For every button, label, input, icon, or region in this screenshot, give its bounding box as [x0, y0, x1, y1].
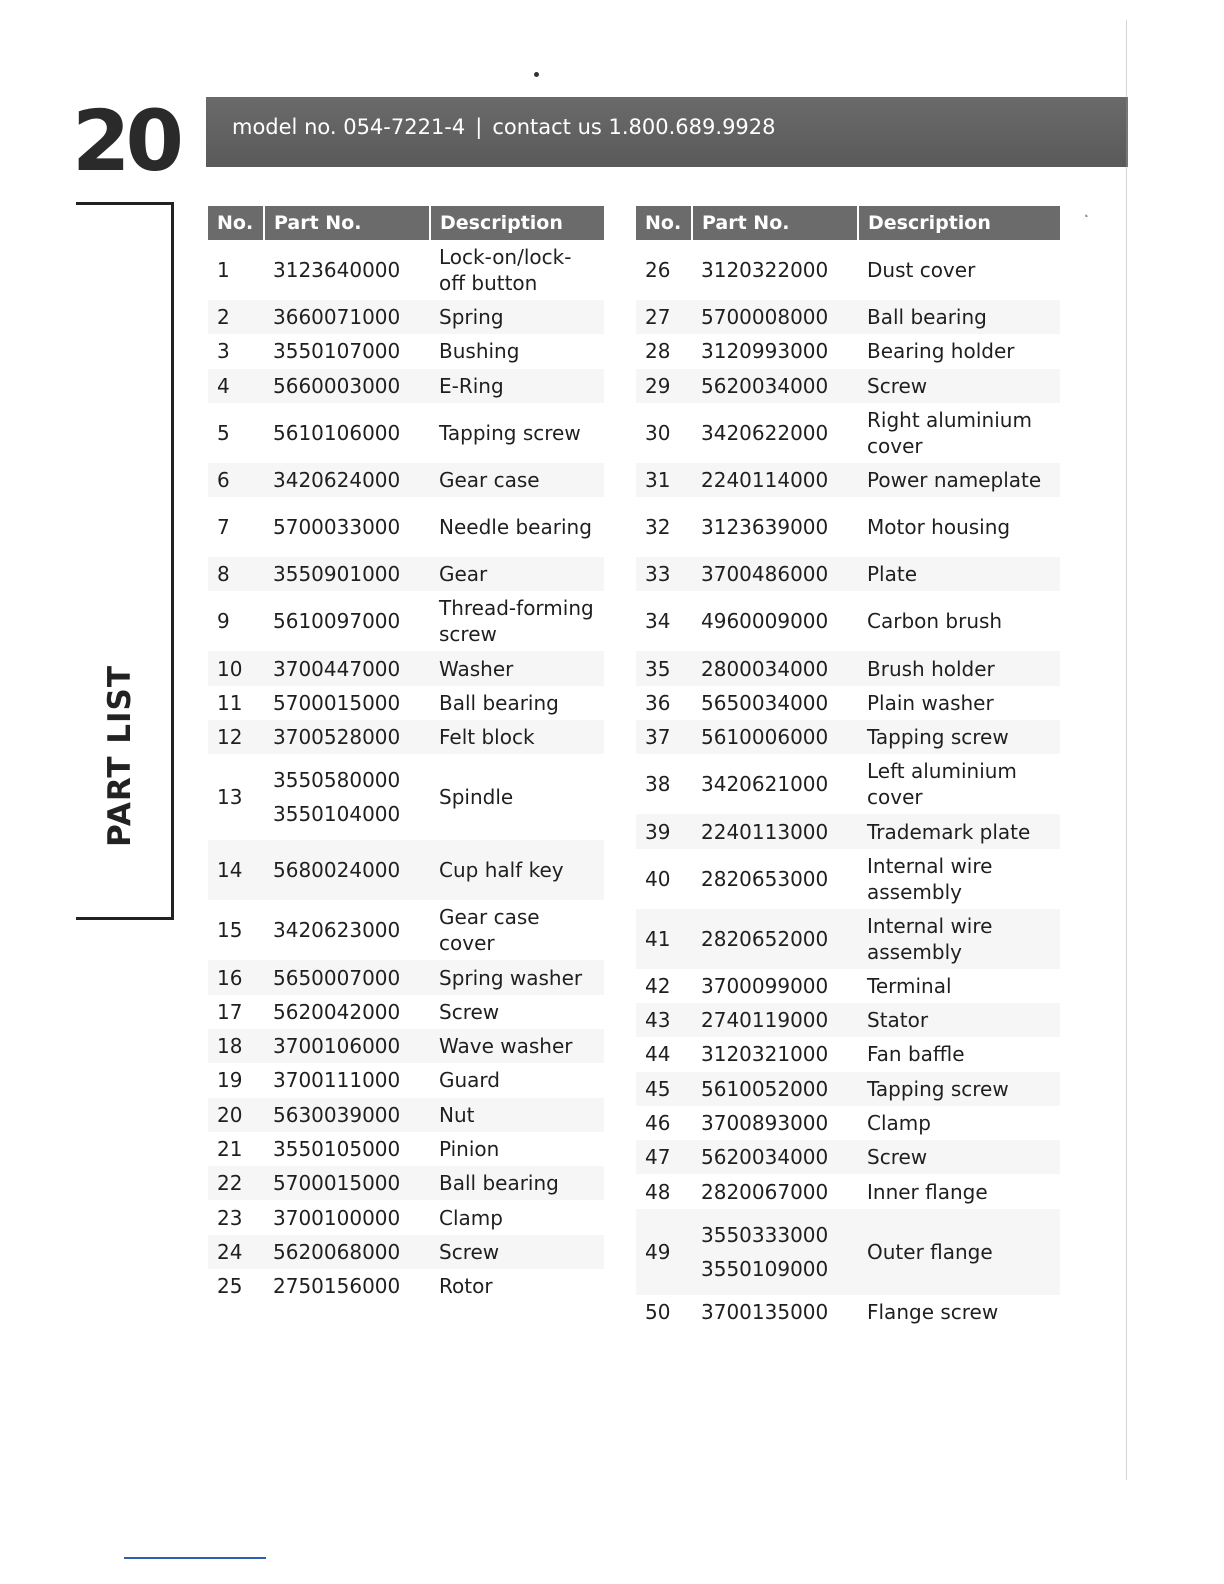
- cell-part-no: 5680024000: [264, 840, 430, 900]
- table-row: [208, 754, 604, 840]
- cell-part-no: 3420621000: [701, 772, 829, 797]
- cell-description: Gear: [430, 557, 604, 591]
- cell-no: 15: [217, 918, 243, 943]
- table-row: [636, 969, 1060, 1003]
- parts-table-right: [636, 206, 1060, 1329]
- table-row: [208, 1166, 604, 1200]
- cell-description: Trademark plate: [858, 814, 1060, 848]
- cell-no: 23: [217, 1205, 243, 1230]
- table-row: [636, 720, 1060, 754]
- table-row: [636, 369, 1060, 403]
- cell-part-no: 5620042000: [273, 999, 401, 1024]
- cell-description: Washer: [430, 651, 604, 685]
- table-row: [208, 1029, 604, 1063]
- cell-description: Inner flange: [867, 1179, 988, 1204]
- cell-part-no: 5630039000: [264, 1098, 430, 1132]
- cell-no: 18: [208, 1029, 264, 1063]
- cell-description: Bushing: [439, 339, 520, 364]
- cell-part-no: 5700015000: [273, 690, 401, 715]
- cell-no: 28: [645, 339, 671, 364]
- table-row: [636, 1174, 1060, 1208]
- table-row: [208, 557, 604, 591]
- cell-no: 25: [217, 1274, 243, 1299]
- table-row: [636, 651, 1060, 685]
- scan-mark: ◔: [1082, 211, 1089, 223]
- cell-no: 24: [208, 1235, 264, 1269]
- table-row: [208, 686, 604, 720]
- cell-description: Nut: [430, 1098, 604, 1132]
- cell-no: 2: [208, 300, 264, 334]
- table-row: [636, 1209, 1060, 1295]
- table-row: [208, 960, 604, 994]
- table-row: [208, 334, 604, 368]
- cell-no: 6: [208, 463, 264, 497]
- cell-no: 17: [217, 999, 243, 1024]
- cell-part-no: 3420624000: [264, 463, 430, 497]
- cell-description: Plain washer: [867, 690, 994, 715]
- model-number: model no. 054-7221-4: [232, 115, 466, 139]
- cell-no: 11: [217, 690, 243, 715]
- header-no: No.: [208, 206, 264, 240]
- part-no-primary: 3550333000: [701, 1222, 829, 1247]
- cell-description: Tapping screw: [858, 720, 1060, 754]
- cell-no: 7: [217, 515, 230, 540]
- cell-part-no: 3660071000: [264, 300, 430, 334]
- cell-description: Spring: [430, 300, 604, 334]
- cell-part-no: 3700486000: [692, 557, 858, 591]
- cell-description: Ball bearing: [430, 1166, 604, 1200]
- cell-part-no: 3123640000: [273, 258, 401, 282]
- table-row: [208, 463, 604, 497]
- cell-part-no: 2750156000: [273, 1274, 401, 1299]
- cell-part-no: 3700135000: [701, 1299, 829, 1324]
- cell-description: Lock-on/lock-off button: [439, 245, 572, 295]
- cell-no: 9: [217, 609, 230, 634]
- cell-part-no: 5610097000: [273, 609, 401, 634]
- cell-description: Screw: [439, 999, 500, 1024]
- cell-no: 20: [208, 1098, 264, 1132]
- cell-part-no: 3700893000: [701, 1111, 829, 1135]
- cell-part-no: [692, 1209, 858, 1295]
- header-separator: |: [475, 115, 483, 139]
- table-row: [208, 1132, 604, 1166]
- cell-description: Thread-forming screw: [439, 596, 594, 647]
- table-row: [208, 1200, 604, 1234]
- cell-no: 13: [217, 785, 243, 810]
- cell-no: 3: [217, 339, 230, 364]
- cell-no: 44: [645, 1042, 671, 1067]
- cell-part-no: 5620034000: [692, 369, 858, 403]
- table-header-row: [636, 206, 1060, 240]
- cell-no: 12: [208, 720, 264, 754]
- table-row: [208, 720, 604, 754]
- table-row: [636, 814, 1060, 848]
- cell-part-no: 5700008000: [692, 300, 858, 334]
- cell-no: 21: [217, 1137, 243, 1161]
- cell-part-no: 2820652000: [692, 909, 858, 969]
- table-row: [208, 1235, 604, 1269]
- parts-body-right: [636, 240, 1060, 1329]
- cell-no: 1: [217, 258, 230, 282]
- cell-part-no: [264, 754, 430, 840]
- table-row: [636, 1295, 1060, 1329]
- cell-part-no: 2740119000: [692, 1003, 858, 1037]
- cell-description: Carbon brush: [867, 609, 1003, 634]
- cell-no: 36: [645, 690, 671, 715]
- cell-no: 40: [645, 866, 671, 891]
- cell-description: Screw: [858, 1140, 1060, 1174]
- print-speck: [534, 72, 539, 77]
- cell-description: Terminal: [867, 973, 952, 998]
- table-header-row: [208, 206, 604, 240]
- part-no-secondary: 3550104000: [273, 802, 401, 827]
- cell-no: 49: [636, 1209, 692, 1295]
- table-row: [636, 463, 1060, 497]
- header-text: [232, 115, 776, 139]
- table-row: [636, 334, 1060, 368]
- cell-no: 34: [645, 609, 671, 634]
- table-row: [208, 900, 604, 960]
- cell-part-no: 3550901000: [264, 557, 430, 591]
- cell-no: 43: [636, 1003, 692, 1037]
- cell-description: Flange screw: [867, 1299, 999, 1324]
- table-row: [636, 591, 1060, 651]
- cell-part-no: 3420622000: [701, 420, 829, 445]
- cell-part-no: 5650034000: [701, 690, 829, 715]
- table-row: [636, 300, 1060, 334]
- cell-description: Pinion: [439, 1137, 500, 1161]
- cell-no: 27: [636, 300, 692, 334]
- cell-no: 30: [645, 420, 671, 445]
- cell-no: 16: [208, 960, 264, 994]
- table-row: [636, 1140, 1060, 1174]
- header-no: No.: [636, 206, 692, 240]
- cell-part-no: 3120321000: [701, 1042, 829, 1067]
- contact-phone: contact us 1.800.689.9928: [492, 115, 776, 139]
- cell-description: Gear case: [430, 463, 604, 497]
- table-row: [636, 1072, 1060, 1106]
- table-row: [636, 497, 1060, 557]
- page-number: 20: [72, 92, 179, 190]
- cell-description: Guard: [439, 1068, 500, 1093]
- table-row: [636, 849, 1060, 909]
- table-row: [208, 1269, 604, 1303]
- cell-no: 8: [208, 557, 264, 591]
- cell-part-no: 5700033000: [273, 515, 401, 540]
- cell-part-no: 5610006000: [692, 720, 858, 754]
- cell-description: Rotor: [439, 1274, 493, 1299]
- cell-part-no: 3120993000: [701, 339, 829, 364]
- cell-no: 35: [636, 651, 692, 685]
- cell-description: Left aluminium cover: [867, 759, 1017, 810]
- table-row: [208, 651, 604, 685]
- cell-no: 45: [636, 1072, 692, 1106]
- cell-no: 4: [208, 369, 264, 403]
- section-label: PART LIST: [102, 664, 138, 848]
- cell-description: Spring washer: [430, 960, 604, 994]
- header-part-no: Part No.: [264, 206, 430, 240]
- cell-description: Fan baffle: [867, 1042, 965, 1067]
- cell-description: Ball bearing: [439, 690, 559, 715]
- cell-no: 10: [208, 651, 264, 685]
- cell-description: Bearing holder: [867, 339, 1015, 364]
- cell-description: Internal wire assembly: [867, 853, 993, 904]
- cell-description: Felt block: [430, 720, 604, 754]
- cell-description: Ball bearing: [858, 300, 1060, 334]
- table-row: [636, 1037, 1060, 1071]
- cell-no: 48: [645, 1179, 671, 1204]
- header-description: Description: [858, 206, 1060, 240]
- cell-no: 39: [636, 814, 692, 848]
- cell-description: Screw: [858, 369, 1060, 403]
- cell-part-no: 3550107000: [273, 339, 401, 364]
- cell-part-no: 2820653000: [701, 866, 829, 891]
- parts-body-left: [208, 240, 604, 1303]
- cell-part-no: 2800034000: [692, 651, 858, 685]
- cell-description: Internal wire assembly: [858, 909, 1060, 969]
- cell-no: 46: [645, 1111, 671, 1135]
- cell-part-no: 3700106000: [264, 1029, 430, 1063]
- cell-part-no: 2240113000: [692, 814, 858, 848]
- cell-description: Needle bearing: [439, 515, 592, 540]
- cell-part-no: 5660003000: [264, 369, 430, 403]
- cell-part-no: 3700111000: [273, 1068, 401, 1093]
- parts-table-left: [208, 206, 604, 1303]
- cell-part-no: 2240114000: [692, 463, 858, 497]
- cell-no: 32: [645, 515, 671, 540]
- cell-description: Motor housing: [867, 515, 1011, 540]
- header-description: Description: [430, 206, 604, 240]
- table-row: [208, 240, 604, 300]
- cell-part-no: 3120322000: [701, 258, 829, 282]
- cell-description: Wave washer: [430, 1029, 604, 1063]
- cell-no: 41: [636, 909, 692, 969]
- cell-description: Tapping screw: [858, 1072, 1060, 1106]
- cell-part-no: 5610106000: [273, 420, 401, 445]
- cell-part-no: 4960009000: [701, 609, 829, 634]
- cell-part-no: 3700100000: [273, 1205, 401, 1230]
- cell-part-no: 2820067000: [701, 1179, 829, 1204]
- cell-description: Stator: [858, 1003, 1060, 1037]
- cell-no: 22: [208, 1166, 264, 1200]
- cell-no: 47: [636, 1140, 692, 1174]
- cell-description: Gear case cover: [439, 905, 540, 956]
- cell-description: Brush holder: [858, 651, 1060, 685]
- cell-no: 31: [636, 463, 692, 497]
- cell-description: Power nameplate: [858, 463, 1060, 497]
- cell-description: Spindle: [439, 785, 514, 810]
- table-row: [636, 686, 1060, 720]
- cell-no: 37: [636, 720, 692, 754]
- table-row: [636, 557, 1060, 591]
- cell-part-no: 5610052000: [692, 1072, 858, 1106]
- cell-part-no: 3123639000: [701, 515, 829, 540]
- table-row: [208, 497, 604, 557]
- cell-no: 33: [636, 557, 692, 591]
- cell-part-no: 3420623000: [273, 918, 401, 943]
- cell-no: 42: [645, 973, 671, 998]
- cell-part-no: 3700099000: [701, 973, 829, 998]
- table-row: [636, 754, 1060, 814]
- table-row: [208, 591, 604, 651]
- cell-part-no: 3700528000: [264, 720, 430, 754]
- table-row: [208, 1063, 604, 1097]
- cell-description: Outer flange: [858, 1209, 1060, 1295]
- cell-part-no: 3700447000: [264, 651, 430, 685]
- cell-description: Tapping screw: [439, 420, 581, 445]
- table-row: [636, 909, 1060, 969]
- bottom-rule: [124, 1557, 266, 1559]
- table-row: [208, 995, 604, 1029]
- cell-description: Cup half key: [430, 840, 604, 900]
- table-row: [208, 300, 604, 334]
- cell-part-no: 5700015000: [264, 1166, 430, 1200]
- cell-description: Dust cover: [867, 258, 976, 282]
- table-row: [208, 369, 604, 403]
- table-row: [208, 840, 604, 900]
- cell-no: 19: [217, 1068, 243, 1093]
- cell-no: 26: [645, 258, 671, 282]
- header-part-no: Part No.: [692, 206, 858, 240]
- cell-no: 38: [645, 772, 671, 797]
- cell-part-no: 3550105000: [273, 1137, 401, 1161]
- table-row: [208, 1098, 604, 1132]
- cell-part-no: 5620068000: [264, 1235, 430, 1269]
- table-row: [636, 403, 1060, 463]
- table-row: [636, 1106, 1060, 1140]
- cell-description: Right aluminium cover: [867, 407, 1032, 458]
- cell-description: E-Ring: [430, 369, 604, 403]
- table-row: [208, 403, 604, 463]
- cell-part-no: 5620034000: [692, 1140, 858, 1174]
- header-band: [206, 97, 1128, 167]
- table-row: [636, 1003, 1060, 1037]
- part-no-secondary: 3550109000: [701, 1256, 829, 1281]
- cell-description: Plate: [858, 557, 1060, 591]
- part-no-primary: 3550580000: [273, 768, 401, 793]
- cell-part-no: 5650007000: [264, 960, 430, 994]
- cell-no: 14: [208, 840, 264, 900]
- page-edge-rule: [1126, 20, 1127, 1480]
- cell-no: 5: [217, 420, 230, 445]
- cell-no: 29: [636, 369, 692, 403]
- cell-description: Screw: [430, 1235, 604, 1269]
- cell-no: 50: [645, 1299, 671, 1324]
- cell-description: Clamp: [867, 1111, 931, 1135]
- cell-description: Clamp: [439, 1205, 503, 1230]
- table-row: [636, 240, 1060, 300]
